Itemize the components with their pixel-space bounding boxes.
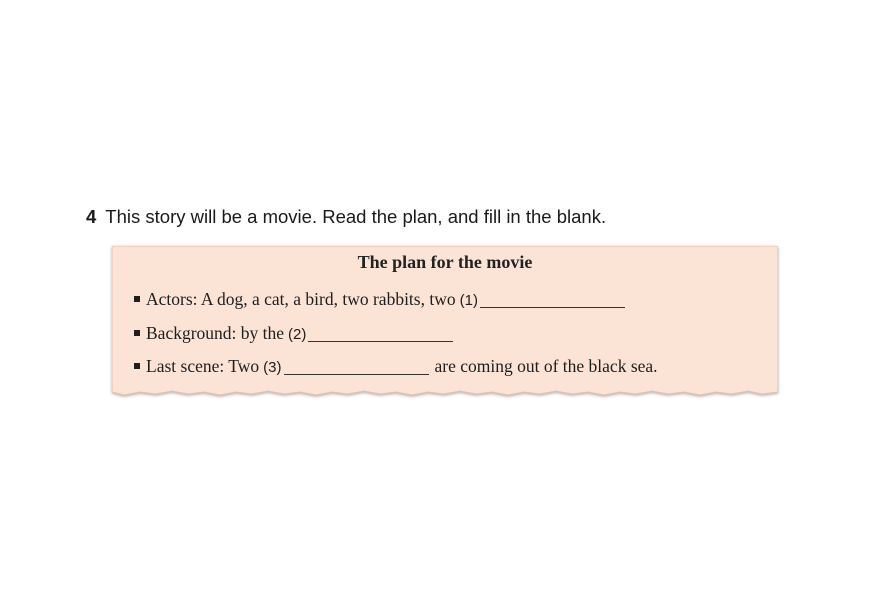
blank-answer-line-3[interactable] bbox=[284, 373, 429, 375]
square-bullet-icon bbox=[134, 363, 140, 369]
blank-number-label: (3) bbox=[263, 359, 282, 376]
blank-answer-line-1[interactable] bbox=[480, 306, 625, 308]
plan-item-continuation: are coming out of the black sea. bbox=[434, 356, 658, 376]
square-bullet-icon bbox=[134, 296, 140, 302]
question-prompt bbox=[86, 206, 606, 228]
question-number: 4 bbox=[86, 206, 97, 227]
blank-answer-line-2[interactable] bbox=[308, 340, 453, 342]
plan-item-actors bbox=[134, 289, 625, 310]
question-text: This story will be a movie. Read the plan, and fill in the blank. bbox=[105, 206, 607, 227]
plan-title: The plan for the movie bbox=[357, 252, 533, 272]
square-bullet-icon bbox=[134, 330, 140, 336]
blank-number-label: (1) bbox=[459, 292, 478, 309]
plan-item-background bbox=[134, 323, 453, 344]
plan-item-last-scene bbox=[134, 356, 658, 377]
plan-card bbox=[112, 246, 778, 398]
plan-item-text: Actors: A dog, a cat, a bird, two rabbits, two bbox=[146, 289, 456, 309]
plan-item-text: Last scene: Two bbox=[146, 356, 260, 376]
plan-item-text: Background: by the bbox=[146, 323, 285, 343]
blank-number-label: (2) bbox=[288, 326, 307, 343]
